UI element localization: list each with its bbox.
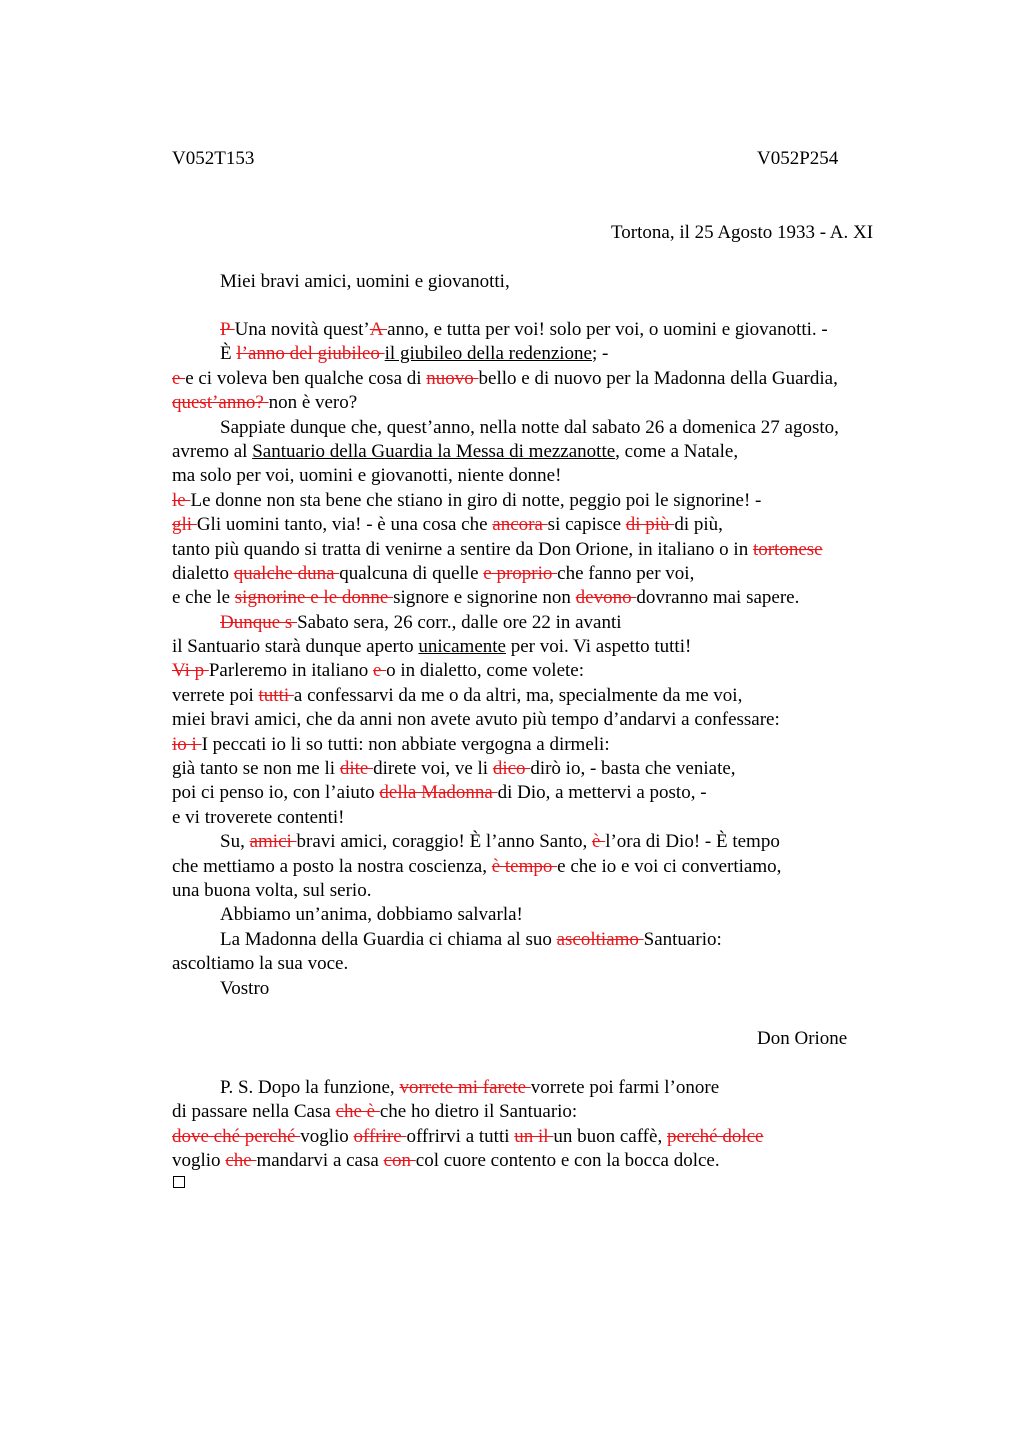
empty-checkbox-square — [173, 1176, 185, 1188]
text-line — [172, 635, 932, 659]
deleted-text: devono — [575, 587, 637, 609]
text-line — [172, 757, 932, 781]
text-segment: per voi. Vi aspetto tutti! — [505, 636, 692, 658]
underlined-text: Santuario della Guardia la Messa di mezzanotte — [252, 440, 616, 462]
text-segment: ; - — [591, 343, 609, 365]
deleted-text: vorrete mi farete — [399, 1077, 531, 1098]
text-segment: P. S. Dopo la funzione, — [220, 1077, 400, 1098]
deleted-text: e — [172, 367, 186, 389]
text-line — [172, 513, 932, 537]
deleted-text: amici — [249, 831, 297, 853]
text-line — [172, 1125, 932, 1149]
text-line — [172, 464, 932, 488]
text-line — [172, 977, 932, 1001]
text-segment: Sappiate dunque che, quest’anno, nella notte dal sabato 26 a domenica 27 agosto, — [220, 416, 839, 438]
text-line — [172, 611, 932, 635]
deleted-text: ancora — [492, 514, 548, 536]
underlined-text: unicamente — [418, 636, 506, 658]
text-segment: Su, — [220, 831, 250, 853]
text-line — [172, 952, 932, 976]
deleted-text: un il — [514, 1125, 554, 1147]
text-segment: La Madonna della Guardia ci chiama al suo — [220, 928, 557, 950]
deleted-text: che è — [335, 1101, 380, 1123]
text-segment: dovranno mai sapere. — [636, 587, 800, 609]
deleted-text: con — [383, 1150, 416, 1172]
text-line — [172, 342, 932, 366]
greeting: Miei bravi amici, uomini e giovanotti, — [220, 271, 510, 292]
text-segment: di passare nella Casa — [172, 1101, 336, 1123]
text-line — [172, 855, 932, 879]
text-segment: qualcuna di quelle — [339, 562, 484, 584]
deleted-text: offrire — [353, 1125, 407, 1147]
text-segment: dialetto — [172, 562, 234, 584]
text-segment: Le donne non sta bene che stiano in giro di notte, peggio poi le signorine! - — [190, 489, 762, 511]
text-segment: che ho dietro il Santuario: — [379, 1101, 578, 1123]
text-segment: e che io e voi ci convertiamo, — [557, 855, 782, 877]
text-segment: che mettiamo a posto la nostra coscienza, — [172, 855, 492, 877]
header-left-code: V052T153 — [172, 148, 255, 169]
text-segment: si capisce — [547, 514, 626, 536]
text-segment: , come a Natale, — [615, 440, 739, 462]
deleted-text: dite — [339, 758, 374, 780]
text-segment: un buon caffè, — [553, 1125, 667, 1147]
text-segment: Vostro — [220, 977, 270, 999]
text-line — [172, 1149, 932, 1173]
deleted-text: P — [220, 319, 235, 340]
dateline: Tortona, il 25 Agosto 1933 - A. XI — [611, 222, 874, 243]
deleted-text: gli — [172, 514, 197, 536]
text-line — [172, 538, 932, 562]
deleted-text: A — [369, 319, 388, 340]
text-segment: Santuario: — [643, 928, 722, 950]
text-line — [172, 806, 932, 830]
text-segment: e ci voleva ben qualche cosa di — [185, 367, 427, 389]
text-segment: Una novità quest’ — [234, 319, 370, 340]
text-segment: direte voi, ve li — [373, 758, 493, 780]
text-segment: di Dio, a mettervi a posto, - — [497, 782, 707, 804]
text-segment: ma solo per voi, uomini e giovanotti, niente donne! — [172, 465, 562, 487]
text-segment: miei bravi amici, che da anni non avete avuto più tempo d’andarvi a confessare: — [172, 709, 780, 731]
deleted-text: signorine e le donne — [234, 587, 394, 609]
text-segment: bravi amici, coraggio! È l’anno Santo, — [296, 831, 592, 853]
text-line — [172, 391, 932, 415]
text-segment: e vi troverete contenti! — [172, 806, 345, 828]
text-segment: poi ci penso io, con l’aiuto — [172, 782, 380, 804]
text-line — [172, 781, 932, 805]
deleted-text: e proprio — [483, 562, 558, 584]
deleted-text: quest’anno? — [172, 392, 269, 414]
text-segment: voglio — [172, 1150, 226, 1172]
letter-body — [172, 318, 932, 1001]
text-line — [172, 586, 932, 610]
text-segment: tanto più quando si tratta di venirne a sentire da Don Orione, in italiano o in — [172, 538, 753, 560]
text-line — [172, 1076, 932, 1100]
text-segment: offrirvi a tutti — [406, 1125, 515, 1147]
text-line — [172, 659, 932, 683]
deleted-text: ascoltiamo — [556, 928, 644, 950]
deleted-text: le — [172, 489, 191, 511]
text-line — [172, 684, 932, 708]
deleted-text: tortonese — [752, 538, 823, 560]
deleted-text: è — [592, 831, 606, 853]
text-segment: l’ora di Dio! - È tempo — [605, 831, 780, 853]
text-segment: avremo al — [172, 440, 253, 462]
text-segment: È — [220, 343, 237, 365]
text-segment: signore e signorine non — [393, 587, 576, 609]
text-segment: vorrete poi farmi l’onore — [530, 1077, 720, 1098]
text-line — [172, 733, 932, 757]
deleted-text: che — [225, 1150, 257, 1172]
deleted-text: perché dolce — [666, 1125, 764, 1147]
deleted-text: io i — [172, 733, 202, 755]
text-line — [172, 367, 932, 391]
text-segment: col cuore contento e con la bocca dolce. — [415, 1150, 720, 1172]
deleted-text: l’anno del giubileo — [236, 343, 385, 365]
text-line — [172, 903, 932, 927]
deleted-text: nuovo — [426, 367, 479, 389]
header-right-code: V052P254 — [757, 148, 839, 169]
text-segment: non è vero? — [268, 392, 358, 414]
deleted-text: tutti — [258, 684, 294, 706]
postscript — [172, 1076, 932, 1174]
text-segment: mandarvi a casa — [256, 1150, 384, 1172]
underlined-text: il giubileo della redenzione — [384, 343, 592, 365]
deleted-text: qualche duna — [233, 562, 340, 584]
deleted-text: Dunque s — [220, 611, 298, 633]
text-segment: bello e di nuovo per la Madonna della Guardia, — [478, 367, 838, 389]
text-line — [172, 879, 932, 903]
text-segment: I peccati io li so tutti: non abbiate vergogna a dirmeli: — [201, 733, 610, 755]
deleted-text: è tempo — [491, 855, 558, 877]
text-segment: a confessarvi da me o da altri, ma, specialmente da me voi, — [293, 684, 743, 706]
deleted-text: e — [372, 660, 387, 682]
text-segment: verrete poi — [172, 684, 259, 706]
signature: Don Orione — [757, 1028, 848, 1049]
text-segment: che fanno per voi, — [557, 562, 695, 584]
text-segment: Sabato sera, 26 corr., dalle ore 22 in avanti — [297, 611, 622, 633]
text-segment: e che le — [172, 587, 235, 609]
text-segment: o in dialetto, come volete: — [386, 660, 584, 682]
text-line — [172, 708, 932, 732]
text-segment: il Santuario starà dunque aperto — [172, 636, 419, 658]
text-segment: anno, e tutta per voi! solo per voi, o uomini e giovanotti. - — [387, 319, 828, 340]
text-segment: Abbiamo un’anima, dobbiamo salvarla! — [220, 904, 523, 926]
text-line — [172, 830, 932, 854]
text-segment: Parleremo in italiano — [208, 660, 373, 682]
text-line — [172, 562, 932, 586]
text-segment: voglio — [300, 1125, 354, 1147]
text-line — [172, 489, 932, 513]
text-line — [172, 928, 932, 952]
text-segment: già tanto se non me li — [172, 758, 340, 780]
text-line — [172, 318, 932, 342]
deleted-text: della Madonna — [379, 782, 498, 804]
text-segment: Gli uomini tanto, via! - è una cosa che — [196, 514, 493, 536]
deleted-text: Vi p — [172, 660, 209, 682]
deleted-text: di più — [625, 514, 675, 536]
deleted-text: dico — [492, 758, 531, 780]
text-line — [172, 440, 932, 464]
text-line — [172, 1100, 932, 1124]
text-segment: ascoltiamo la sua voce. — [172, 953, 349, 975]
text-line — [172, 416, 932, 440]
text-segment: di più, — [674, 514, 723, 536]
deleted-text: dove ché perché — [172, 1125, 301, 1147]
text-segment: una buona volta, sul serio. — [172, 879, 372, 901]
text-segment: dirò io, - basta che veniate, — [530, 758, 736, 780]
